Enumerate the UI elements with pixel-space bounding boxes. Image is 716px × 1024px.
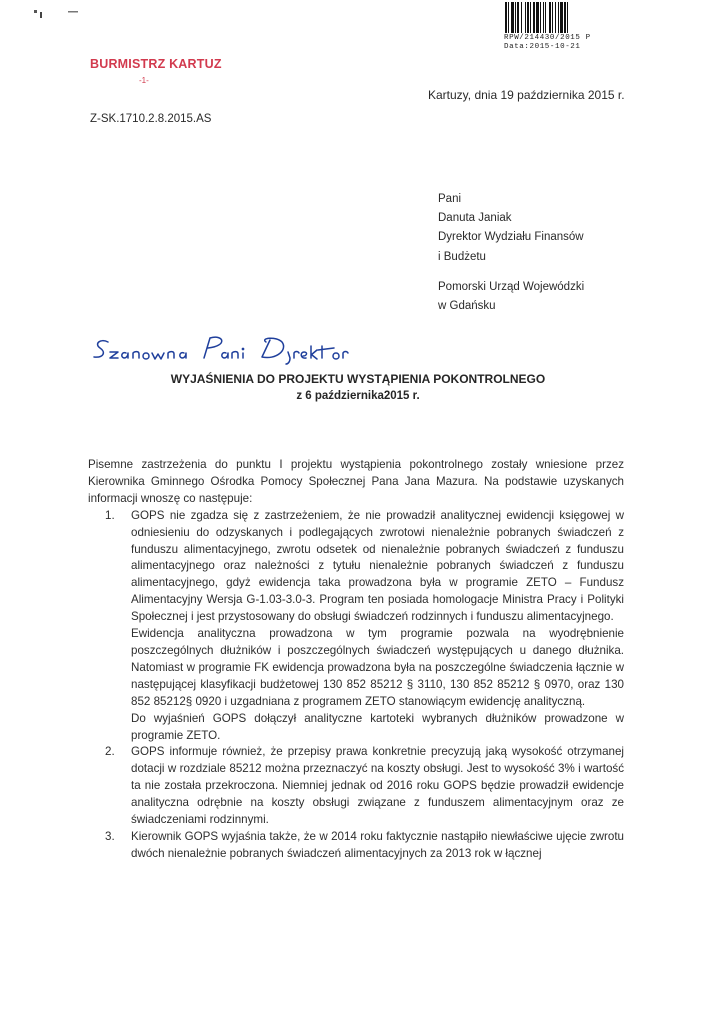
document-subtitle: z 6 października2015 r. <box>296 390 420 402</box>
recipient-line: Pomorski Urząd Wojewódzki <box>438 280 585 293</box>
barcode-bar <box>508 2 509 33</box>
barcode-bar <box>555 2 556 33</box>
letter-body <box>88 457 624 863</box>
recipient-address <box>438 190 584 316</box>
barcode-bar <box>505 2 507 33</box>
recipient-line: Danuta Janiak <box>438 212 512 225</box>
barcode-bar <box>525 2 526 33</box>
list-item-paragraph: GOPS nie zgadza się z zastrzeżeniem, że nie prowadził analitycznej ewidencji księgowej w odniesieniu do odzyskanych i podlegających zwrotowi nienależnie pobranych świadczeń z funduszu alimentacyjnego, zwrotu odsetek od nienależnie pobranych świadczeń z funduszu alimentacyjnego oraz należności z tytułu nienależnie pobranych świadczeń z funduszu alimentacyjnego, gdyż ewidencja taka prowadzona była w programie ZETO – Fundusz Alimentacyjny Wersja G-1.03-3.0-3. Program ten posiada homologacje Ministra Pracy i Polityki Społecznej i jest przystosowany do obsługi świadczeń rodzinnych i funduszu alimentacyjnego. <box>131 508 624 624</box>
registration-stamp <box>504 34 644 52</box>
letterhead-title: BURMISTRZ KARTUZ <box>90 57 222 71</box>
list-item-number: 1. <box>105 508 115 522</box>
list-item-paragraph: Ewidencja analityczna prowadzona w tym programie pozwala na wyodrębnienie poszczególnych dłużników i poszczególnych świadczeń występujących u danego dłużnika. Natomiast w programie FK ewidencja prowadzona była na poszczególne świadczenia łącznie w następującej klasyfikacji budżetowej 130 852 85212 § 3110, 130 852 85212 § 0970, oraz 130 852 85212§ 0920 i uzgadniana z programem ZETO stanowiącym ewidencję analityczną. <box>131 627 624 708</box>
scan-speck-marks <box>30 6 90 20</box>
list-item <box>88 744 624 829</box>
recipient-line: Pani <box>438 193 462 205</box>
barcode-bar <box>515 2 516 33</box>
barcode-bar <box>549 2 551 33</box>
handwritten-salutation <box>90 330 370 366</box>
barcode-bar <box>521 2 522 33</box>
barcode-bar <box>511 2 514 33</box>
list-item-paragraph: GOPS informuje również, że przepisy prawa konkretnie precyzują jaką wysokość otrzymanej dotacji w rozdziale 85212 można przeznaczyć na koszty obsługi. Jest to wysokość 3% i wartość ta nie została przekroczona. Niemniej jednak od 2016 roku GOPS będzie prowadził ewidencje analityczna odrębnie na koszty obsługi związane z funduszem alimentacyjnym oraz ze świadczeniami rodzinnymi. <box>131 745 624 827</box>
barcode-bar <box>530 2 531 33</box>
barcode-bar <box>527 2 529 33</box>
barcode-bar <box>517 2 519 33</box>
barcode-bar <box>545 2 546 33</box>
barcode-bar <box>543 2 544 33</box>
barcode-bar <box>552 2 553 33</box>
recipient-line: i Budżetu <box>438 250 486 263</box>
barcode-bar <box>533 2 535 33</box>
barcode-bar <box>540 2 541 33</box>
barcode-bar <box>567 2 568 33</box>
list-item-paragraph: Kierownik GOPS wyjaśnia także, że w 2014 roku faktycznie nastąpiło niewłaściwe ujęcie zwrotu dwóch nienależnie pobranych świadczeń alimentacyjnych za 2013 rok w łącznej <box>131 829 624 860</box>
date-line: Kartuzy, dnia 19 października 2015 r. <box>428 88 625 102</box>
barcode-bar <box>564 2 566 33</box>
barcode-bar <box>536 2 539 33</box>
reference-number: Z-SK.1710.2.8.2015.AS <box>90 113 212 125</box>
barcode-bar <box>560 2 563 33</box>
list-item <box>88 829 624 863</box>
barcode-bar <box>558 2 559 33</box>
stamp-line-2: Data:2015-10-21 <box>504 43 581 51</box>
document-title: WYJAŚNIENIA DO PROJEKTU WYSTĄPIENIA POKONTROLNEGO <box>170 372 546 386</box>
explanations-list <box>88 508 624 863</box>
list-item <box>88 508 624 745</box>
letterhead-subtitle: -1- <box>139 76 149 85</box>
list-item-number: 2. <box>105 745 115 759</box>
list-item-number: 3. <box>105 829 115 843</box>
stamp-line-1: RPW/214430/2015 P <box>504 34 591 42</box>
recipient-line: w Gdańsku <box>438 300 496 313</box>
recipient-line: Dyrektor Wydziału Finansów <box>438 231 584 244</box>
intro-paragraph: Pisemne zastrzeżenia do punktu I projektu wystąpienia pokontrolnego zostały wniesione przez Kierownika Gminnego Ośrodka Pomocy Społecznej Pana Jana Mazura. Na podstawie uzyskanych informacji wnoszę co następuje: <box>88 458 624 505</box>
list-item-paragraph: Do wyjaśnień GOPS dołączył analityczne kartoteki wybranych dłużników prowadzone w programie ZETO. <box>131 711 624 742</box>
barcode <box>504 2 630 34</box>
